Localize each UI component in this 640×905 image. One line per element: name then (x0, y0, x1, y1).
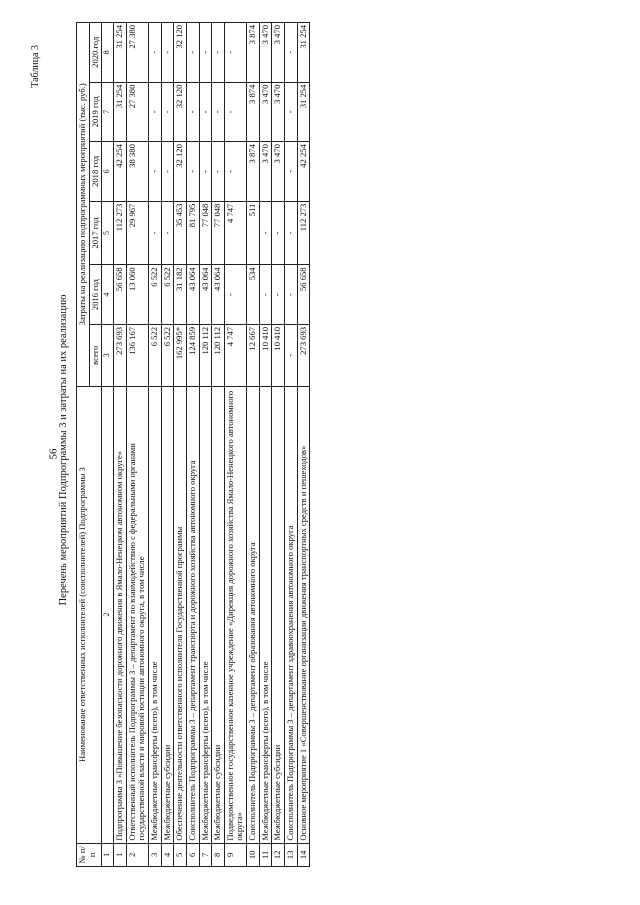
row-value: - (186, 142, 199, 202)
table-row (284, 23, 297, 867)
row-value: 10 410 (259, 324, 272, 386)
row-value: - (186, 23, 199, 83)
row-number: 10 (247, 843, 260, 866)
row-value: 12 667 (247, 324, 260, 386)
row-value: - (224, 82, 246, 142)
row-value: 27 380 (126, 82, 148, 142)
row-value: 273 693 (297, 324, 310, 386)
row-value: - (199, 23, 212, 83)
row-number: 11 (259, 843, 272, 866)
row-value: 120 112 (212, 324, 225, 386)
row-value: - (149, 82, 162, 142)
table-row (186, 23, 199, 867)
row-value: 81 795 (186, 201, 199, 265)
row-value: 6 522 (149, 324, 162, 386)
row-value: 3 470 (259, 23, 272, 83)
row-name: Межбюджетные субсидии (161, 386, 174, 843)
table-row (247, 23, 260, 867)
row-value: - (149, 201, 162, 265)
table-row (297, 23, 310, 867)
row-value: - (284, 82, 297, 142)
row-value: - (272, 265, 285, 325)
row-name: Соисполнитель Подпрограммы 3 – департамент образования автономного округа (247, 386, 260, 843)
row-value: 3 874 (247, 82, 260, 142)
row-value: 273 693 (114, 324, 127, 386)
row-number: 7 (199, 843, 212, 866)
row-value: 13 060 (126, 265, 148, 325)
row-value: 10 410 (272, 324, 285, 386)
row-number: 1 (114, 843, 127, 866)
row-value: 3 470 (259, 82, 272, 142)
table-row (149, 23, 162, 867)
table-row (259, 23, 272, 867)
column-index: 3 (102, 324, 114, 386)
row-value: - (224, 23, 246, 83)
table-row (174, 23, 187, 867)
table-row (161, 23, 174, 867)
row-number: 9 (224, 843, 246, 866)
row-value: 120 112 (199, 324, 212, 386)
row-value: - (284, 324, 297, 386)
row-value: 124 859 (186, 324, 199, 386)
header-name: Наименование ответственных исполнителей (соисполнителей) Подпрограммы 3 (77, 386, 102, 843)
row-value: 43 064 (212, 265, 225, 325)
row-value: 31 254 (114, 82, 127, 142)
row-value: 77 048 (212, 201, 225, 265)
row-value: 3 470 (272, 82, 285, 142)
row-value: 42 254 (297, 142, 310, 202)
row-value: - (259, 201, 272, 265)
row-value: 42 254 (114, 142, 127, 202)
row-value: - (149, 23, 162, 83)
row-value: 35 453 (174, 201, 187, 265)
row-number: 5 (174, 843, 187, 866)
row-value: - (272, 201, 285, 265)
row-value: 56 658 (114, 265, 127, 325)
row-value: 3 874 (247, 142, 260, 202)
header-year-2016: 2016 год (89, 265, 102, 325)
row-name: Межбюджетные трансферты (всего), в том числе (149, 386, 162, 843)
table-row (126, 23, 148, 867)
row-name: Подпрограмма 3 «Повышение безопасности дорожного движения в Ямало-Ненецком автономном округе» (114, 386, 127, 843)
row-name: Соисполнитель Подпрограммы 3 – департамент транспорта и дорожного хозяйства автономного округа (186, 386, 199, 843)
column-index: 4 (102, 265, 114, 325)
row-value: - (199, 82, 212, 142)
row-value: 3 874 (247, 23, 260, 83)
row-value: 27 380 (126, 23, 148, 83)
row-number: 6 (186, 843, 199, 866)
row-value: - (284, 201, 297, 265)
row-value: 136 167 (126, 324, 148, 386)
row-value: - (284, 23, 297, 83)
row-number: 13 (284, 843, 297, 866)
row-number: 3 (149, 843, 162, 866)
column-index: 2 (102, 386, 114, 843)
row-value: 77 048 (199, 201, 212, 265)
table-label: Таблица 3 (30, 45, 41, 88)
row-value: 511 (247, 201, 260, 265)
row-value: 43 064 (186, 265, 199, 325)
row-value: - (212, 142, 225, 202)
header-costs: Затраты на реализацию подпрограммных мероприятий (тыс. руб.) (77, 23, 90, 387)
table-row (114, 23, 127, 867)
table-row (199, 23, 212, 867)
row-number: 14 (297, 843, 310, 866)
row-value: 56 658 (297, 265, 310, 325)
column-index-row (102, 23, 114, 867)
row-name: Межбюджетные трансферты (всего), в том числе (199, 386, 212, 843)
table-row (224, 23, 246, 867)
row-value: 3 470 (259, 142, 272, 202)
column-index: 1 (102, 843, 114, 866)
table-row (272, 23, 285, 867)
row-value: - (161, 142, 174, 202)
row-value: 29 967 (126, 201, 148, 265)
row-name: Подведомственное государственное казенное учреждение «Дирекция дорожного хозяйства Ямало-Ненецкого автономного округа» (224, 386, 246, 843)
page-number: 56 (47, 448, 60, 460)
row-value: - (284, 142, 297, 202)
row-value: - (161, 23, 174, 83)
row-value: 6 522 (149, 265, 162, 325)
row-value: 43 064 (199, 265, 212, 325)
column-index: 8 (102, 23, 114, 83)
row-value: 3 470 (272, 142, 285, 202)
row-value: - (212, 23, 225, 83)
row-value: - (186, 82, 199, 142)
row-value: 38 380 (126, 142, 148, 202)
row-value: 31 254 (114, 23, 127, 83)
row-value: 534 (247, 265, 260, 325)
row-value: - (149, 142, 162, 202)
row-value: 4 747 (224, 324, 246, 386)
table-body (114, 23, 310, 867)
column-index: 7 (102, 82, 114, 142)
row-value: 32 120 (174, 82, 187, 142)
row-value: - (284, 265, 297, 325)
row-number: 12 (272, 843, 285, 866)
header-year-2019: 2019 год (89, 82, 102, 142)
row-value: - (224, 265, 246, 325)
row-value: - (212, 82, 225, 142)
row-name: Основное мероприятие 1 «Совершенствование организации движения транспортных средств и пешеходов» (297, 386, 310, 843)
row-value: - (161, 82, 174, 142)
row-number: 2 (126, 843, 148, 866)
row-name: Межбюджетные субсидии (272, 386, 285, 843)
row-name: Соисполнитель Подпрограммы 3 – департамент здравоохранения автономного округа (284, 386, 297, 843)
row-value: 32 120 (174, 23, 187, 83)
row-value: 31 182 (174, 265, 187, 325)
column-index: 5 (102, 201, 114, 265)
row-value: - (224, 142, 246, 202)
row-name: Межбюджетные трансферты (всего), в том числе (259, 386, 272, 843)
row-value: 31 254 (297, 82, 310, 142)
row-value: 3 470 (272, 23, 285, 83)
header-total: всего (89, 324, 102, 386)
row-value: - (199, 142, 212, 202)
header-year-2017: 2017 год (89, 201, 102, 265)
column-index: 6 (102, 142, 114, 202)
rotated-page (18, 15, 628, 885)
row-value: 162 995* (174, 324, 187, 386)
row-value: - (161, 201, 174, 265)
row-number: 8 (212, 843, 225, 866)
row-value: 112 273 (297, 201, 310, 265)
row-value: 4 747 (224, 201, 246, 265)
row-value: 32 120 (174, 142, 187, 202)
table-row (212, 23, 225, 867)
row-number: 4 (161, 843, 174, 866)
row-value: - (259, 265, 272, 325)
row-value: 31 254 (297, 23, 310, 83)
header-year-2018: 2018 год (89, 142, 102, 202)
row-name: Межбюджетные субсидии (212, 386, 225, 843)
row-value: 6 522 (161, 324, 174, 386)
header-year-2020: 2020 год (89, 23, 102, 83)
table-caption: Перечень мероприятий Подпрограммы 3 и затраты на их реализацию (58, 294, 69, 606)
row-name: Обеспечение деятельности ответственного исполнителя Государственной программы (174, 386, 187, 843)
costs-table (76, 22, 310, 867)
row-value: 6 522 (161, 265, 174, 325)
row-name: Ответственный исполнитель Подпрограммы 3 – департамент по взаимодействию с федеральными органами государственной власти и мировой юстиции автономного округа, в том числе (126, 386, 148, 843)
header-no: № п/п (77, 843, 102, 866)
row-value: 112 273 (114, 201, 127, 265)
